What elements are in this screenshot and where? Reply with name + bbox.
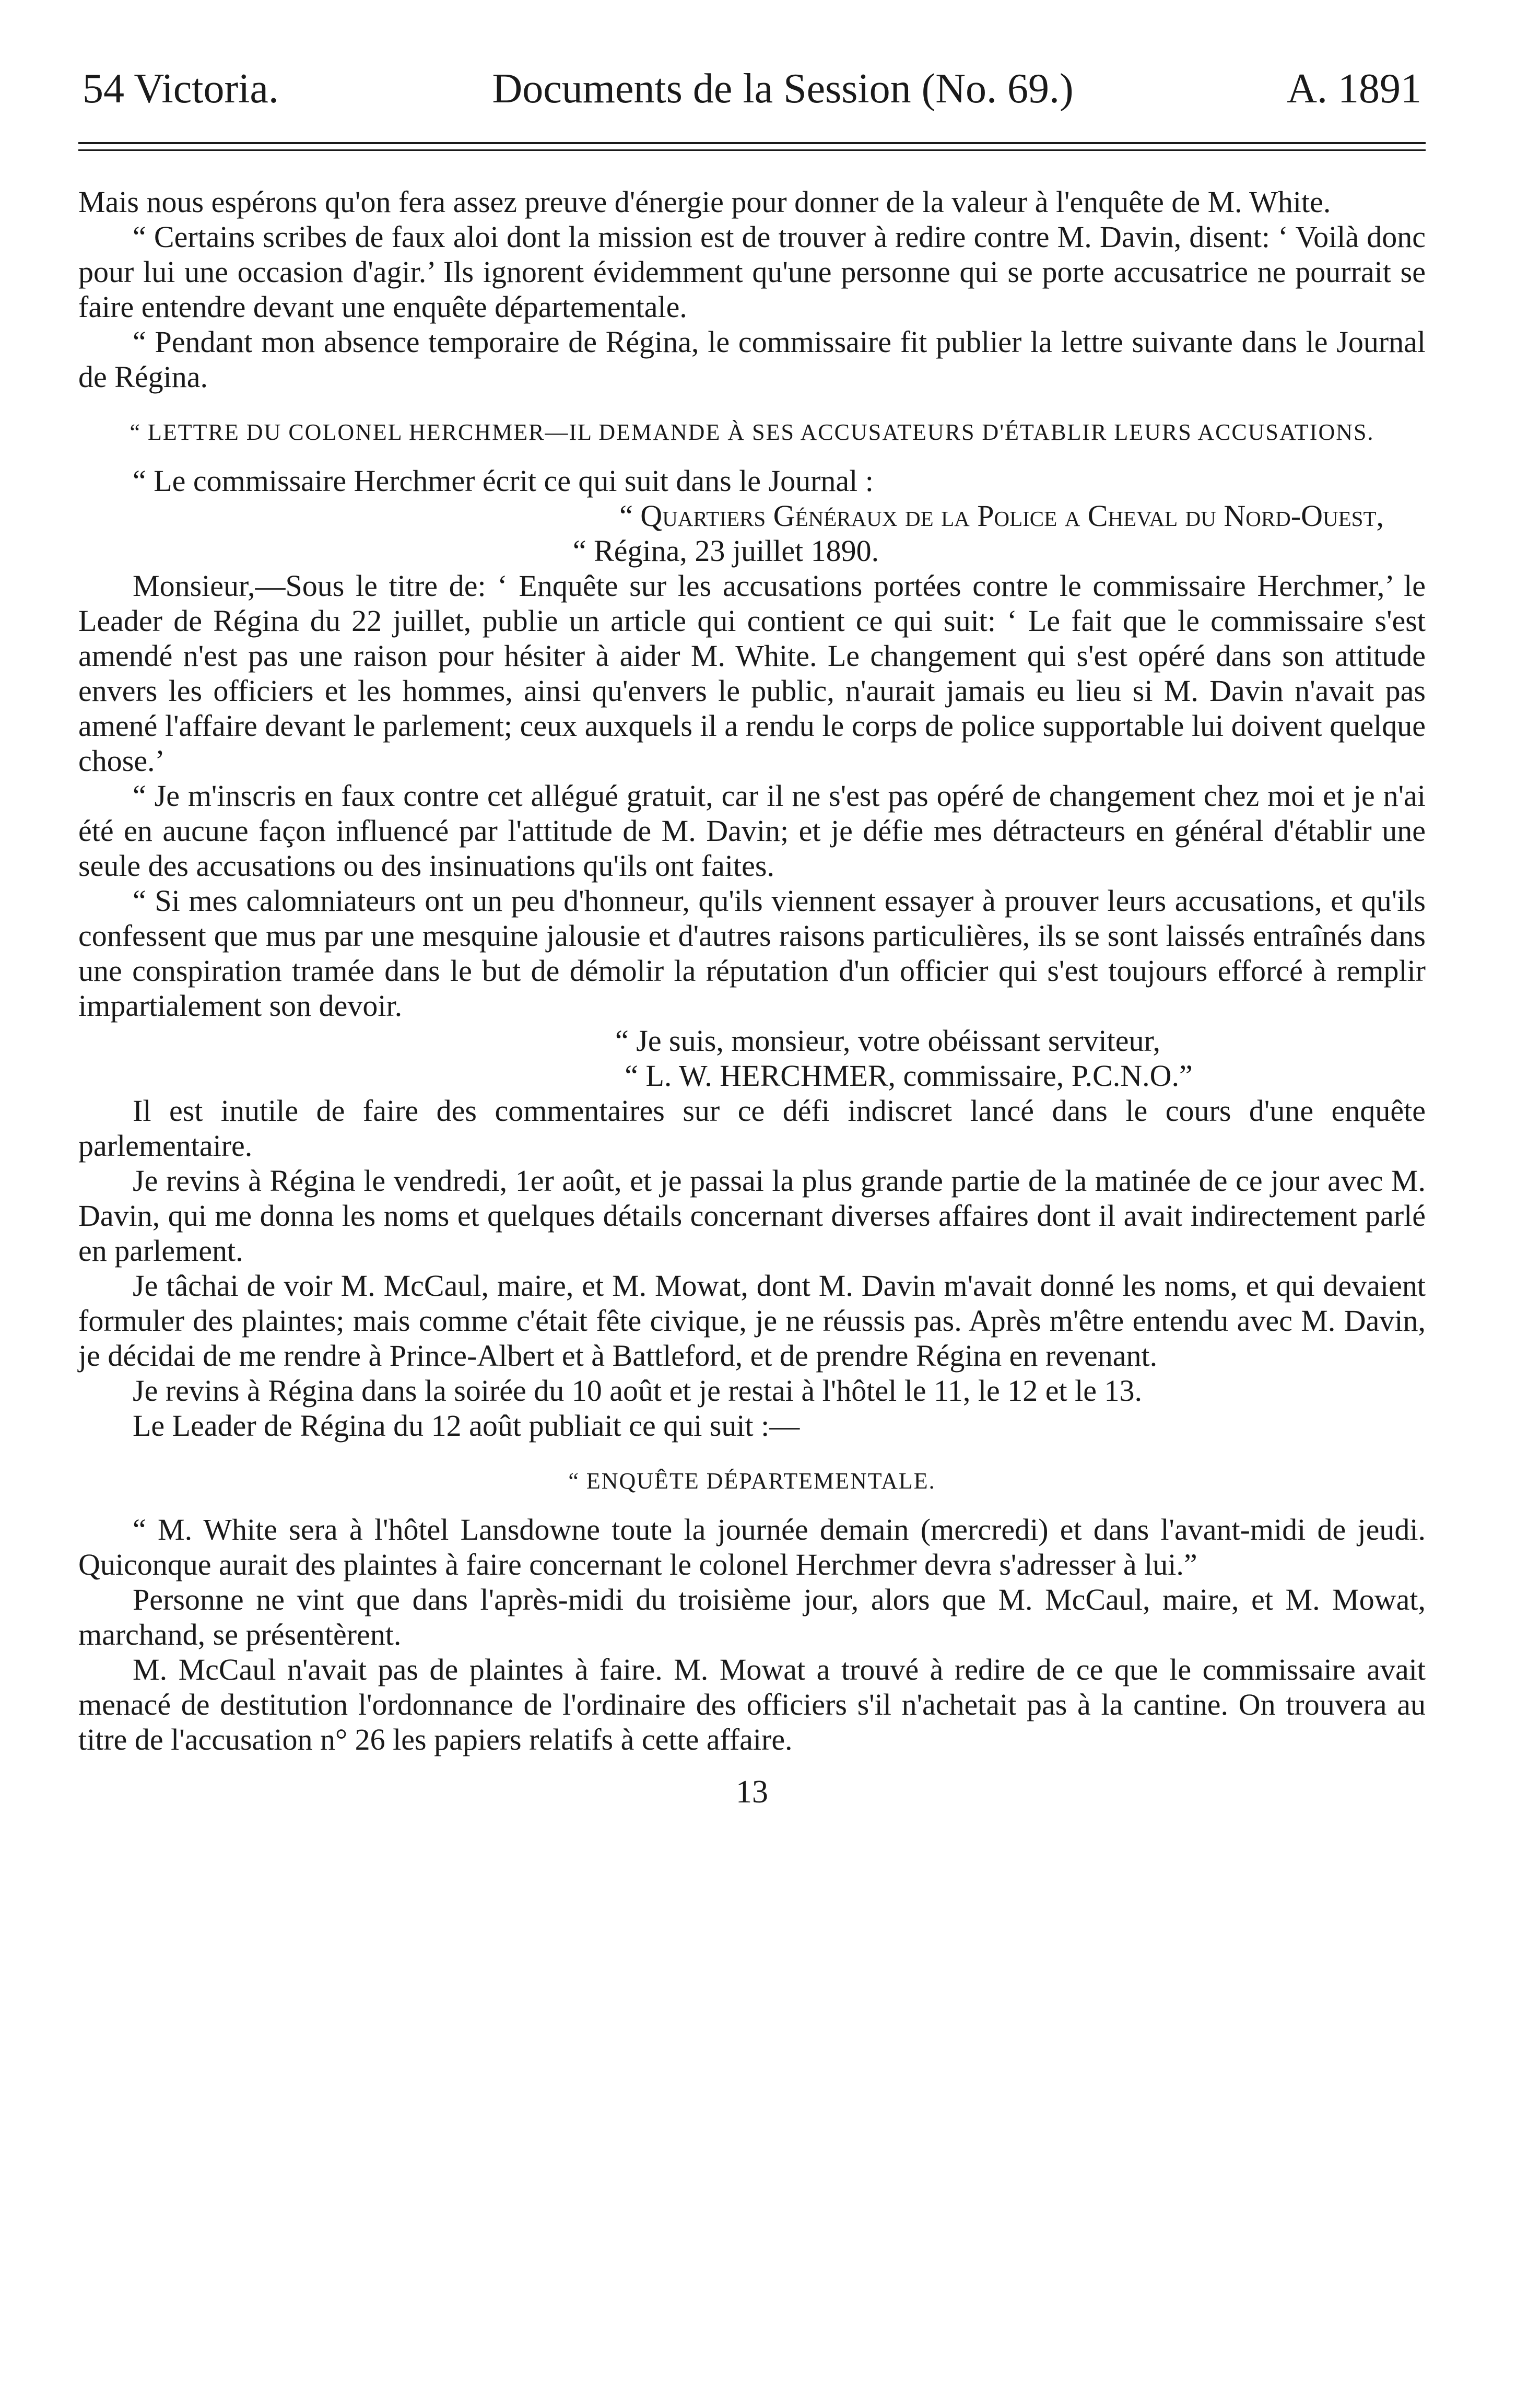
body-text (78, 184, 1426, 1757)
paragraph: “ Le commissaire Herchmer écrit ce qui suit dans le Journal : (133, 464, 874, 498)
paragraph: Monsieur,—Sous le titre de: ‘ Enquête sur les accusations portées contre le commissaire Herchmer,’ le Leader de Régina du 22 juillet, publie un article qui contient ce qui suit: ‘ Le fait que le commissaire s'est amendé n'est pas une raison pour hésiter à aider M. White. Le changement qui s'est opéré dans son attitude envers les officiers et les hommes, ainsi qu'envers le public, n'aurait jamais eu lieu si M. Davin n'avait pas amené l'affaire devant le parlement; ceux auxquels il a rendu le corps de police supportable lui doivent quelque chose.’ (78, 569, 1426, 778)
letter-signature: “ L. W. HERCHMER, commissaire, P.C.N.O.” (625, 1059, 1193, 1093)
paragraph: “ Je m'inscris en faux contre cet allégué gratuit, car il ne s'est pas opéré de changement chez moi et je n'ai été en aucune façon influencé par l'attitude de M. Davin; et je défie mes détracteurs en général d'établir une seule des accusations ou des insinuations qu'ils ont faites. (78, 779, 1426, 883)
paragraph: “ Certains scribes de faux aloi dont la mission est de trouver à redire contre M. Davin, disent: ‘ Voilà donc pour lui une occasion d'agir.’ Ils ignorent évidemment qu'une personne qui se porte accusatrice ne pourrait se faire entendre devant une enquête départementale. (78, 220, 1426, 324)
running-header (78, 68, 1426, 110)
paragraph: Personne ne vint que dans l'après-midi du troisième jour, alors que M. McCaul, maire, et M. Mowat, marchand, se présentèrent. (78, 1583, 1426, 1651)
header-volume: 54 Victoria. (83, 66, 279, 112)
letter-date-line: “ Régina, 23 juillet 1890. (572, 534, 879, 568)
paragraph: Je revins à Régina dans la soirée du 10 août et je restai à l'hôtel le 11, le 12 et le 13. (133, 1374, 1142, 1408)
header-title: Documents de la Session (No. 69.) (492, 66, 1074, 112)
paragraph: “ Pendant mon absence temporaire de Régina, le commissaire fit publier la lettre suivante dans le Journal de Régina. (78, 325, 1426, 394)
paragraph: “ M. White sera à l'hôtel Lansdowne toute la journée demain (mercredi) et dans l'avant-midi de jeudi. Quiconque aurait des plaintes à faire concernant le colonel Herchmer devra s'adresser à lui.” (78, 1513, 1426, 1581)
paragraph: “ Si mes calomniateurs ont un peu d'honneur, qu'ils viennent essayer à prouver leurs accusations, et qu'ils confessent que mus par une mesquine jalousie et d'autres raisons particulières, ils se sont laissés entraînés dans une conspiration tramée dans le but de démolir la réputation d'un officier qui s'est toujours efforcé à remplir impartialement son devoir. (78, 884, 1426, 1023)
letter-closing: “ Je suis, monsieur, votre obéissant serviteur, (615, 1024, 1160, 1058)
letter-address-line: “ Quartiers Généraux de la Police a Cheval du Nord-Ouest, (619, 499, 1384, 533)
paragraph: Mais nous espérons qu'on fera assez preuve d'énergie pour donner de la valeur à l'enquête de M. White. (78, 185, 1331, 219)
paragraph: M. McCaul n'avait pas de plaintes à faire. M. Mowat a trouvé à redire de ce que le commissaire avait menacé de destitution l'ordonnance de l'ordinaire des officiers s'il n'achetait pas à la cantine. On trouvera au titre de l'accusation n° 26 les papiers relatifs à cette affaire. (78, 1653, 1426, 1756)
section-heading-letter: “ LETTRE DU COLONEL HERCHMER—IL DEMANDE À SES ACCUSATEURS D'ÉTABLIR LEURS ACCUSATIONS. (130, 419, 1374, 445)
paragraph: Il est inutile de faire des commentaires sur ce défi indiscret lancé dans le cours d'une enquête parlementaire. (78, 1094, 1426, 1163)
header-rule (78, 142, 1426, 151)
header-year: A. 1891 (1287, 66, 1421, 112)
section-heading-enquete: “ ENQUÊTE DÉPARTEMENTALE. (568, 1468, 936, 1494)
paragraph: Je revins à Régina le vendredi, 1er août, et je passai la plus grande partie de la matinée de ce jour avec M. Davin, qui me donna les noms et quelques détails concernant diverses affaires dont il avait indirectement parlé en parlement. (78, 1164, 1426, 1268)
document-page (78, 68, 1426, 1811)
page-number: 13 (736, 1774, 768, 1810)
paragraph: Je tâchai de voir M. McCaul, maire, et M. Mowat, dont M. Davin m'avait donné les noms, et qui devaient formuler des plaintes; mais comme c'était fête civique, je ne réussis pas. Après m'être entendu avec M. Davin, je décidai de me rendre à Prince-Albert et à Battleford, et de prendre Régina en revenant. (78, 1269, 1426, 1373)
paragraph: Le Leader de Régina du 12 août publiait ce qui suit :— (133, 1409, 800, 1443)
